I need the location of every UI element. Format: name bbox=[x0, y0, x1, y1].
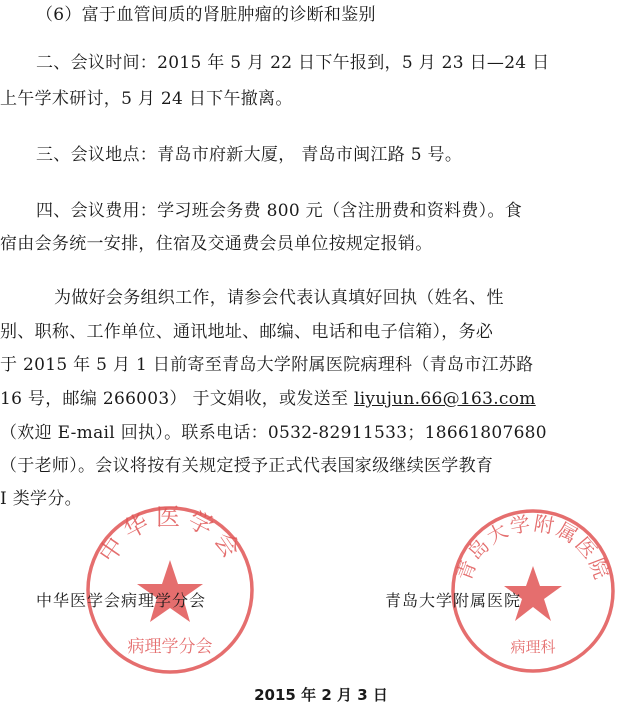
right-stamp-outer-text: 青岛大学附属医院 bbox=[451, 511, 615, 584]
email-link[interactable]: liyujun.66@163.com bbox=[353, 389, 536, 409]
item-6-heading: （6）富于血管间质的肾脏肿瘤的诊断和鉴别 bbox=[36, 5, 376, 25]
document-date: 2015 年 2 月 3 日 bbox=[254, 686, 388, 704]
notice-line-6: （于老师）。会议将按有关规定授予正式代表国家级继续医学教育 bbox=[0, 456, 494, 476]
right-stamp-inner-text: 病理科 bbox=[510, 638, 556, 656]
notice-line-5: （欢迎 E-mail 回执）。联系电话：0532-82911533；18661807680 bbox=[0, 423, 547, 443]
notice-line-4-text: 16 号，邮编 266003） 于文娟收，或发送至 bbox=[0, 389, 354, 409]
meeting-time-line-2: 上午学术研讨，5 月 24 日下午撤离。 bbox=[0, 89, 293, 109]
left-stamp-outer-text: 中华医学会 bbox=[93, 502, 249, 568]
signature-right: 青岛大学附属医院 bbox=[385, 591, 522, 610]
notice-line-4 bbox=[0, 388, 536, 410]
signature-left: 中华医学会病理学分会 bbox=[36, 591, 207, 610]
meeting-place-line: 三、会议地点：青岛市府新大厦， 青岛市闽江路 5 号。 bbox=[36, 145, 463, 165]
notice-line-3: 于 2015 年 5 月 1 日前寄至青岛大学附属医院病理科（青岛市江苏路 bbox=[0, 355, 534, 375]
meeting-time-line-1: 二、会议时间：2015 年 5 月 22 日下午报到，5 月 23 日—24 日 bbox=[36, 53, 550, 73]
notice-line-7: I 类学分。 bbox=[0, 489, 82, 509]
notice-line-2: 别、职称、工作单位、通讯地址、邮编、电话和电子信箱），务必 bbox=[0, 322, 494, 342]
meeting-fee-line-2: 宿由会务统一安排，住宿及交通费会员单位按规定报销。 bbox=[0, 234, 433, 254]
meeting-fee-line-1: 四、会议费用：学习班会务费 800 元（含注册费和资料费）。食 bbox=[36, 201, 523, 221]
notice-line-1: 为做好会务组织工作，请参会代表认真填好回执（姓名、性 bbox=[54, 288, 504, 308]
left-stamp-inner-text: 病理学分会 bbox=[127, 637, 213, 657]
